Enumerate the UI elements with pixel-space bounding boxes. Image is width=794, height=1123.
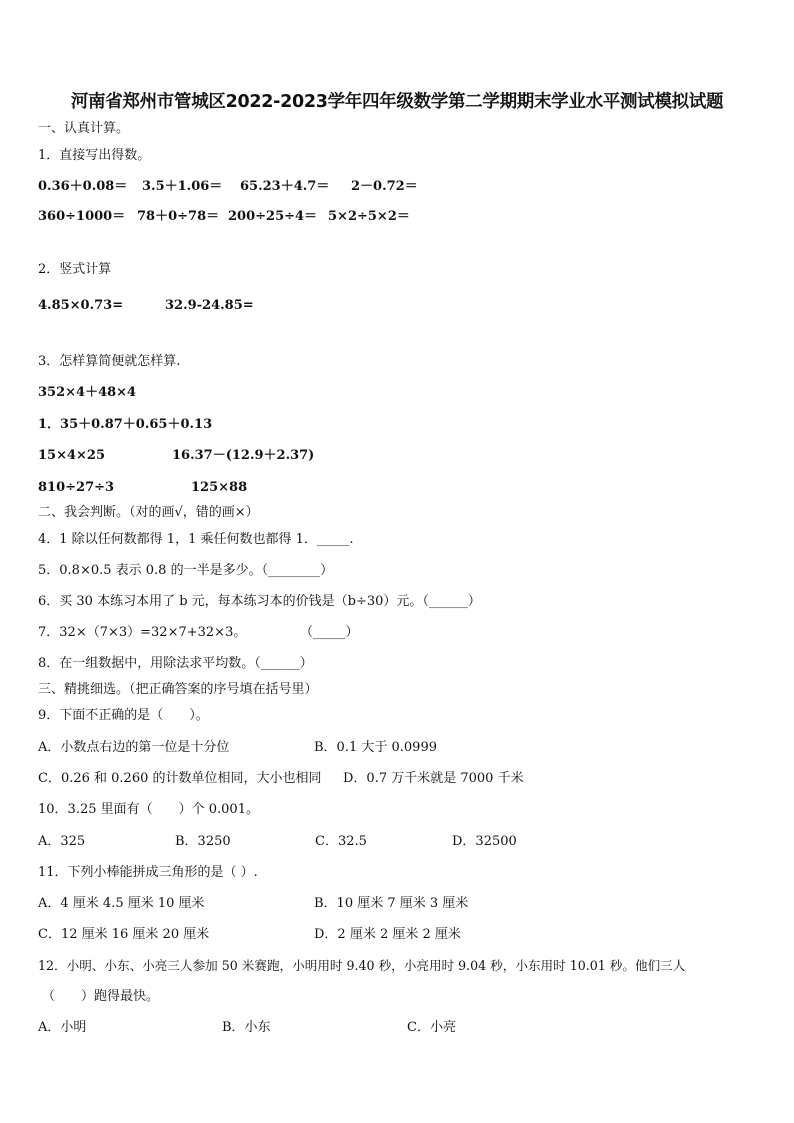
option-b: B．3250: [175, 834, 231, 849]
option-a: A．小数点右边的第一位是十分位: [38, 740, 230, 755]
option-a: A．小明: [38, 1020, 87, 1035]
option-d: D．2 厘米 2 厘米 2 厘米: [314, 927, 461, 942]
calc-item: 15×4×25: [38, 448, 106, 463]
calc-item: 360÷1000＝: [38, 209, 126, 224]
calc-item: 4.85×0.73=: [38, 298, 124, 313]
question-9-label: 9．下面不正确的是（ ）。: [38, 708, 209, 723]
section-heading-3: 三、精挑细选。（把正确答案的序号填在括号里）: [38, 682, 318, 697]
judge-text: 7．32×（7×3）=32×7+32×3。: [38, 625, 247, 640]
question-3-label: 3．怎样算简便就怎样算.: [38, 354, 181, 369]
question-3-line-1: 352×4＋48×4: [38, 385, 137, 400]
calc-item: 125×88: [191, 480, 248, 495]
question-11-label: 11．下列小棒能拼成三角形的是（ ）.: [38, 865, 258, 880]
calc-item: 65.23＋4.7＝: [240, 179, 330, 194]
calc-item: 5×2÷5×2＝: [328, 209, 410, 224]
calc-item: 3.5＋1.06＝: [142, 179, 223, 194]
question-10-label: 10．3.25 里面有（ ）个 0.001。: [38, 802, 259, 817]
option-c: C．12 厘米 16 厘米 20 厘米: [38, 927, 210, 942]
calc-item: 32.9-24.85=: [165, 298, 254, 313]
question-12-label: 12．小明、小东、小亮三人参加 50 米赛跑，小明用时 9.40 秒，小亮用时 9.04 秒，小东用时 10.01 秒。他们三人: [38, 958, 686, 973]
option-c: C．小亮: [407, 1020, 456, 1035]
option-d: D．32500: [452, 834, 517, 849]
judge-item: 4．1 除以任何数都得 1，1 乘任何数也都得 1．_____.: [38, 532, 354, 547]
option-c: C．0.26 和 0.260 的计数单位相同，大小也相同: [38, 771, 322, 786]
calc-item: 16.37－(12.9＋2.37): [172, 448, 315, 463]
calc-item: 78＋0÷78＝: [137, 209, 220, 224]
option-b: B．10 厘米 7 厘米 3 厘米: [314, 896, 469, 911]
option-c: C．32.5: [315, 834, 367, 849]
judge-item: 8．在一组数据中，用除法求平均数。（______）: [38, 656, 313, 671]
calc-item: 0.36＋0.08＝: [38, 179, 128, 194]
calc-item: 2－0.72＝: [351, 179, 418, 194]
calc-item: 810÷27÷3: [38, 480, 115, 495]
option-a: A．325: [38, 834, 86, 849]
page-title: 河南省郑州市管城区2022-2023学年四年级数学第二学期期末学业水平测试模拟试题: [70, 92, 724, 112]
question-2-label: 2．竖式计算: [38, 262, 112, 277]
answer-blank: （_____）: [300, 625, 359, 640]
judge-item: 6．买 30 本练习本用了 b 元，每本练习本的价钱是（b÷30）元。（______）: [38, 594, 481, 609]
judge-item: 5．0.8×0.5 表示 0.8 的一半是多少。（________）: [38, 563, 334, 578]
calc-item: 200÷25÷4＝: [228, 209, 318, 224]
question-12-label-cont: （ ）跑得最快。: [42, 989, 160, 1004]
option-a: A．4 厘米 4.5 厘米 10 厘米: [38, 896, 205, 911]
question-3-line-2: 1．35＋0.87＋0.65＋0.13: [38, 417, 213, 432]
section-heading-1: 一、认真计算。: [38, 121, 130, 136]
option-b: B．小东: [222, 1020, 271, 1035]
option-d: D．0.7 万千米就是 7000 千米: [343, 771, 524, 786]
option-b: B．0.1 大于 0.0999: [314, 740, 437, 755]
section-heading-2: 二、我会判断。（对的画√，错的画×）: [38, 505, 259, 520]
question-1-label: 1．直接写出得数。: [38, 148, 151, 163]
